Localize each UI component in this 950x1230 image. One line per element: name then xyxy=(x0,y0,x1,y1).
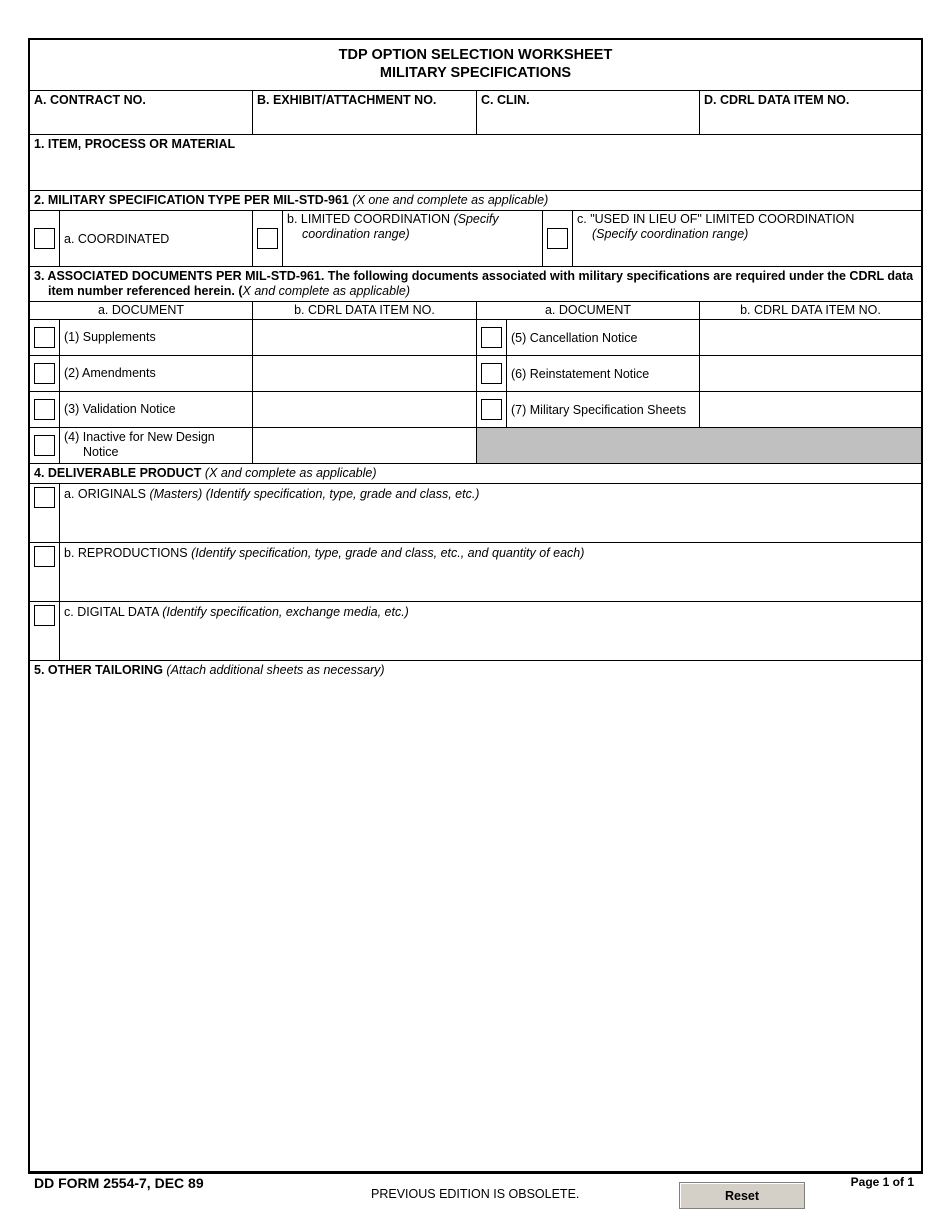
amendments-checkbox[interactable] xyxy=(34,363,55,384)
reinstatement-label: (6) Reinstatement Notice xyxy=(507,356,700,391)
supplements-checkbox[interactable] xyxy=(34,327,55,348)
limited-coordination-label: b. LIMITED COORDINATION xyxy=(287,212,450,226)
digital-data-field[interactable] xyxy=(59,602,921,660)
used-in-lieu-instruction: (Specify coordination range) xyxy=(592,227,749,241)
doc-row-4 xyxy=(30,428,921,464)
cancellation-checkbox-cell xyxy=(477,320,507,355)
supplements-cdrl-field[interactable] xyxy=(253,320,477,355)
section-5-title: 5. OTHER TAILORING xyxy=(34,663,163,677)
col-cdrl-right: b. CDRL DATA ITEM NO. xyxy=(740,303,881,317)
reproductions-checkbox-cell xyxy=(30,543,60,601)
coordinated-option xyxy=(60,211,253,266)
title-line-2: MILITARY SPECIFICATIONS xyxy=(379,65,572,81)
cdrl-item-field[interactable] xyxy=(700,91,921,134)
form-container xyxy=(28,38,923,1174)
limited-coordination-checkbox[interactable] xyxy=(257,228,278,249)
digital-data-row xyxy=(30,602,921,661)
cancellation-label: (5) Cancellation Notice xyxy=(507,320,700,355)
section-4-title: 4. DELIVERABLE PRODUCT xyxy=(34,466,202,480)
amendments-cdrl-field[interactable] xyxy=(253,356,477,391)
originals-instruction: (Masters) (Identify specification, type, grade and class, etc.) xyxy=(149,487,480,501)
clin-field[interactable] xyxy=(477,91,700,134)
reproductions-label: b. REPRODUCTIONS xyxy=(64,546,188,560)
used-in-lieu-field[interactable] xyxy=(573,211,921,266)
reproductions-field[interactable] xyxy=(59,543,921,601)
reset-button[interactable]: Reset xyxy=(679,1182,805,1209)
limited-coordination-instruction-2: coordination range) xyxy=(302,227,410,241)
col-document-right: a. DOCUMENT xyxy=(477,302,700,319)
contract-no-field[interactable] xyxy=(30,91,253,134)
used-in-lieu-checkbox[interactable] xyxy=(547,228,568,249)
originals-label: a. ORIGINALS xyxy=(64,487,146,501)
section-3-title-cont: item number referenced herein. ( xyxy=(48,284,243,298)
originals-row xyxy=(30,484,921,543)
item-process-material-label: 1. ITEM, PROCESS OR MATERIAL xyxy=(34,137,236,151)
spec-sheets-checkbox[interactable] xyxy=(481,399,502,420)
doc-row-3 xyxy=(30,392,921,428)
reproductions-row xyxy=(30,543,921,602)
inactive-cdrl-field[interactable] xyxy=(253,428,477,463)
doc-row-2 xyxy=(30,356,921,392)
originals-field[interactable] xyxy=(59,484,921,542)
cdrl-item-label: D. CDRL DATA ITEM NO. xyxy=(704,93,850,107)
coordinated-checkbox-cell xyxy=(30,211,60,266)
limited-coordination-instruction-1: (Specify xyxy=(453,212,499,226)
cancellation-cdrl-field[interactable] xyxy=(700,320,921,355)
section-3-instruction: X and complete as applicable) xyxy=(242,284,410,298)
exhibit-no-label: B. EXHIBIT/ATTACHMENT NO. xyxy=(257,93,437,107)
validation-cdrl-field[interactable] xyxy=(253,392,477,427)
inactive-label xyxy=(60,428,253,463)
spec-sheets-checkbox-cell xyxy=(477,392,507,427)
amendments-label: (2) Amendments xyxy=(60,356,253,391)
inactive-label-line-1: (4) Inactive for New Design xyxy=(64,430,215,444)
other-tailoring-field[interactable] xyxy=(30,661,921,679)
used-in-lieu-label: c. "USED IN LIEU OF" LIMITED COORDINATION xyxy=(577,212,855,226)
col-document-left: a. DOCUMENT xyxy=(30,302,253,319)
cancellation-checkbox[interactable] xyxy=(481,327,502,348)
inactive-label-line-2: Notice xyxy=(83,445,119,459)
digital-data-checkbox-cell xyxy=(30,602,60,660)
item-process-material-field[interactable] xyxy=(30,135,921,191)
section-4-instruction: (X and complete as applicable) xyxy=(204,466,377,480)
originals-checkbox-cell xyxy=(30,484,60,542)
coordinated-checkbox[interactable] xyxy=(34,228,55,249)
reinstatement-checkbox[interactable] xyxy=(481,363,502,384)
section-2-title: 2. MILITARY SPECIFICATION TYPE PER MIL-STD-961 xyxy=(34,193,349,207)
digital-data-instruction: (Identify specification, exchange media, etc.) xyxy=(162,605,409,619)
section-2-header xyxy=(30,191,921,211)
inactive-checkbox[interactable] xyxy=(34,435,55,456)
reproductions-instruction: (Identify specification, type, grade and class, etc., and quantity of each) xyxy=(191,546,585,560)
header-fields-row xyxy=(30,91,921,135)
validation-checkbox-cell xyxy=(30,392,60,427)
amendments-checkbox-cell xyxy=(30,356,60,391)
title-line-1: TDP OPTION SELECTION WORKSHEET xyxy=(338,47,613,63)
used-in-lieu-checkbox-cell xyxy=(543,211,573,266)
section-4-header xyxy=(30,464,921,484)
page-indicator: Page 1 of 1 xyxy=(850,1175,914,1189)
doc-row-1 xyxy=(30,320,921,356)
section-3-title: 3. ASSOCIATED DOCUMENTS PER MIL-STD-961. The following documents associated with military specifications are required under the CDRL data xyxy=(34,269,914,283)
section-3-column-headers xyxy=(30,302,921,320)
spec-sheets-label: (7) Military Specification Sheets xyxy=(507,392,700,427)
section-3-header xyxy=(30,267,921,302)
section-2-instruction: (X one and complete as applicable) xyxy=(352,193,549,207)
validation-label: (3) Validation Notice xyxy=(60,392,253,427)
reproductions-checkbox[interactable] xyxy=(34,546,55,567)
section-5-instruction: (Attach additional sheets as necessary) xyxy=(166,663,385,677)
supplements-label: (1) Supplements xyxy=(60,320,253,355)
section-2-options xyxy=(30,211,921,267)
originals-checkbox[interactable] xyxy=(34,487,55,508)
limited-coordination-checkbox-cell xyxy=(253,211,283,266)
shaded-area xyxy=(477,428,921,463)
supplements-checkbox-cell xyxy=(30,320,60,355)
reinstatement-cdrl-field[interactable] xyxy=(700,356,921,391)
validation-checkbox[interactable] xyxy=(34,399,55,420)
reinstatement-checkbox-cell xyxy=(477,356,507,391)
col-cdrl-left: b. CDRL DATA ITEM NO. xyxy=(253,302,477,319)
form-number: DD FORM 2554-7, DEC 89 xyxy=(34,1175,204,1191)
digital-data-label: c. DIGITAL DATA xyxy=(64,605,159,619)
limited-coordination-field[interactable] xyxy=(283,211,543,266)
clin-label: C. CLIN. xyxy=(481,93,530,107)
inactive-checkbox-cell xyxy=(30,428,60,463)
obsolete-notice: PREVIOUS EDITION IS OBSOLETE. xyxy=(371,1187,580,1201)
exhibit-no-field[interactable] xyxy=(253,91,477,134)
digital-data-checkbox[interactable] xyxy=(34,605,55,626)
coordinated-label: a. COORDINATED xyxy=(64,231,170,246)
contract-no-label: A. CONTRACT NO. xyxy=(34,93,146,107)
spec-sheets-cdrl-field[interactable] xyxy=(700,392,921,427)
form-title xyxy=(30,40,921,91)
